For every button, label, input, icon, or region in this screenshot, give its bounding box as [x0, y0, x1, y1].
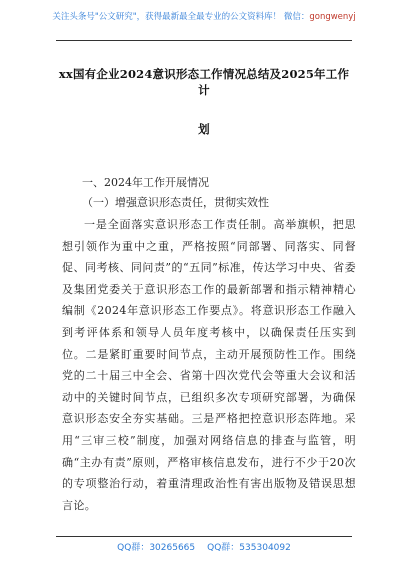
footer-qq-group-2: QQ群：535304092 [207, 543, 291, 553]
footer-qq-group-1: QQ群：30265665 [117, 543, 196, 553]
footer-contacts [0, 541, 408, 555]
body-paragraph: 一是全面落实意识形态工作责任制。高举旗帜，把思想引领作为重中之重，严格按照“同部署、同落实、同督促、同考核、同问责”的“五同”标准，传达学习中央、省委及集团党委关于意识形态工作的最新部署和指示精神精心编制《2024年意识形态工作要点》。将意识形态工作融入到考评体系和领导人员年度考核中，以确保责任压实到位。二是紧盯重要时间节点，主动开展预防性工作。围绕党的二十届三中全会、省第十四次党代会等重大会议和活动中的关键时间节点，已组织多次专项研究部署，为确保意识形态安全夯实基础。三是严格把控意识形态阵地。采用“三审三校”制度，加强对网络信息的排查与监管，明确“主办有责”原则，严格审核信息发布，进行不少于20次的专项整治行动，着重清理政治性有害出版物及错误思想言论。 [62, 218, 356, 512]
document-title-line-1: xx国有企业2024意识形态工作情况总结及2025年工作计 [58, 67, 350, 97]
footer-rule [56, 536, 352, 537]
header-banner [0, 10, 408, 24]
document-title-line-2: 划 [198, 122, 210, 136]
subsection-heading: （一）增强意识形态责任，贯彻实效性 [82, 196, 269, 209]
banner-wechat: gongwenyj [309, 12, 356, 22]
section-heading: 一、2024年工作开展情况 [82, 176, 209, 189]
banner-text: 关注头条号"公文研究"，获得最新最全最专业的公文资料库！ 微信： [52, 12, 310, 22]
header-rule [56, 40, 352, 41]
